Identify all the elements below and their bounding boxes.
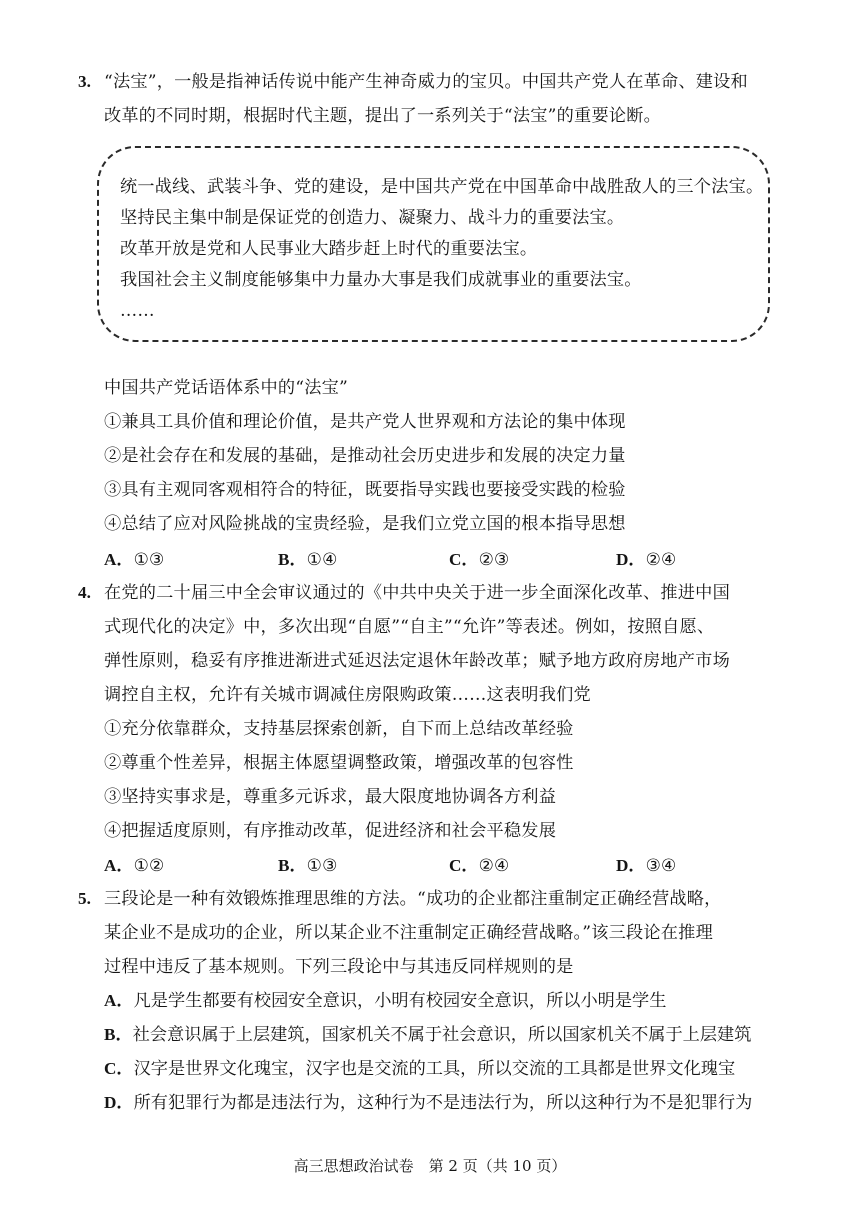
quote-line: 坚持民主集中制是保证党的创造力、凝聚力、战斗力的重要法宝。 [120, 208, 625, 228]
statement: ②是社会存在和发展的基础，是推动社会历史进步和发展的决定力量 [104, 446, 626, 466]
question-stem-line: 过程中违反了基本规则。下列三段论中与其违反同样规则的是 [104, 957, 574, 977]
option-text: 凡是学生都要有校园安全意识，小明有校园安全意识，所以小明是学生 [133, 991, 667, 1011]
option-letter: D． [616, 550, 646, 569]
option-a[interactable] [104, 989, 666, 1013]
option-text: ①③ [133, 550, 165, 570]
option-text: ①④ [306, 550, 338, 570]
option-letter: B． [104, 1025, 133, 1044]
option-text: ①③ [306, 856, 338, 876]
question-number: 4. [78, 583, 91, 602]
quote-line: 我国社会主义制度能够集中力量办大事是我们成就事业的重要法宝。 [120, 270, 642, 290]
statement: ④总结了应对风险挑战的宝贵经验，是我们立党立国的根本指导思想 [104, 514, 626, 534]
option-d[interactable] [616, 854, 676, 878]
option-letter: C． [449, 550, 479, 569]
question-stem-line: 调控自主权，允许有关城市调减住房限购政策……这表明我们党 [104, 685, 591, 705]
question-lead: 中国共产党话语体系中的“法宝” [104, 378, 349, 398]
option-c[interactable] [104, 1057, 735, 1081]
option-text: ①② [133, 856, 165, 876]
option-b[interactable] [278, 548, 337, 572]
option-letter: A． [104, 550, 134, 569]
option-text: ③④ [645, 856, 677, 876]
option-text: 汉字是世界文化瑰宝，汉字也是交流的工具，所以交流的工具都是世界文化瑰宝 [133, 1059, 736, 1079]
option-text: 所有犯罪行为都是违法行为，这种行为不是违法行为，所以这种行为不是犯罪行为 [133, 1093, 753, 1113]
option-letter: B． [278, 856, 307, 875]
question-stem-line: “法宝”，一般是指神话传说中能产生神奇威力的宝贝。中国共产党人在革命、建设和 [104, 72, 748, 92]
question-stem-line: 弹性原则，稳妥有序推进渐进式延迟法定退休年龄改革；赋予地方政府房地产市场 [104, 651, 730, 671]
question-number: 5. [78, 889, 91, 908]
option-letter: B． [278, 550, 307, 569]
option-b[interactable] [104, 1023, 751, 1047]
question-stem-line: 在党的二十届三中全会审议通过的《中共中央关于进一步全面深化改革、推进中国 [104, 583, 730, 603]
option-d[interactable] [104, 1091, 752, 1115]
question-stem-line: 改革的不同时期，根据时代主题，提出了一系列关于“法宝”的重要论断。 [104, 106, 661, 126]
quote-line: 改革开放是党和人民事业大踏步赶上时代的重要法宝。 [120, 239, 538, 259]
option-c[interactable] [449, 548, 509, 572]
question-stem-line: 某企业不是成功的企业，所以某企业不注重制定正确经营战略。”该三段论在推理 [104, 923, 713, 943]
option-letter: C． [449, 856, 479, 875]
option-letter: A． [104, 991, 134, 1010]
option-a[interactable] [104, 548, 164, 572]
question-stem-line: 式现代化的决定》中，多次出现“自愿”“自主”“允许”等表述。例如，按照自愿、 [104, 617, 715, 637]
option-text: ②④ [645, 550, 677, 570]
statement: ④把握适度原则，有序推动改革，促进经济和社会平稳发展 [104, 821, 557, 841]
statement: ②尊重个性差异，根据主体愿望调整政策，增强改革的包容性 [104, 753, 574, 773]
page-footer: 高三思想政治试卷 第 2 页（共 10 页） [293, 1157, 567, 1175]
option-letter: A． [104, 856, 134, 875]
option-text: ②③ [478, 550, 510, 570]
option-b[interactable] [278, 854, 337, 878]
statement: ①充分依靠群众，支持基层探索创新，自下而上总结改革经验 [104, 719, 574, 739]
option-a[interactable] [104, 854, 164, 878]
statement: ③坚持实事求是，尊重多元诉求，最大限度地协调各方利益 [104, 787, 557, 807]
option-text: ②④ [478, 856, 510, 876]
question-stem-line: 三段论是一种有效锻炼推理思维的方法。“成功的企业都注重制定正确经营战略， [104, 889, 722, 909]
quote-ellipsis: …… [120, 301, 155, 321]
option-c[interactable] [449, 854, 509, 878]
option-letter: D． [104, 1093, 134, 1112]
option-text: 社会意识属于上层建筑，国家机关不属于社会意识，所以国家机关不属于上层建筑 [132, 1025, 752, 1045]
option-letter: C． [104, 1059, 134, 1078]
statement: ③具有主观同客观相符合的特征，既要指导实践也要接受实践的检验 [104, 480, 626, 500]
option-d[interactable] [616, 548, 676, 572]
option-letter: D． [616, 856, 646, 875]
question-number: 3. [78, 72, 91, 91]
quote-line: 统一战线、武装斗争、党的建设，是中国共产党在中国革命中战胜敌人的三个法宝。 [120, 177, 764, 197]
statement: ①兼具工具价值和理论价值，是共产党人世界观和方法论的集中体现 [104, 412, 626, 432]
